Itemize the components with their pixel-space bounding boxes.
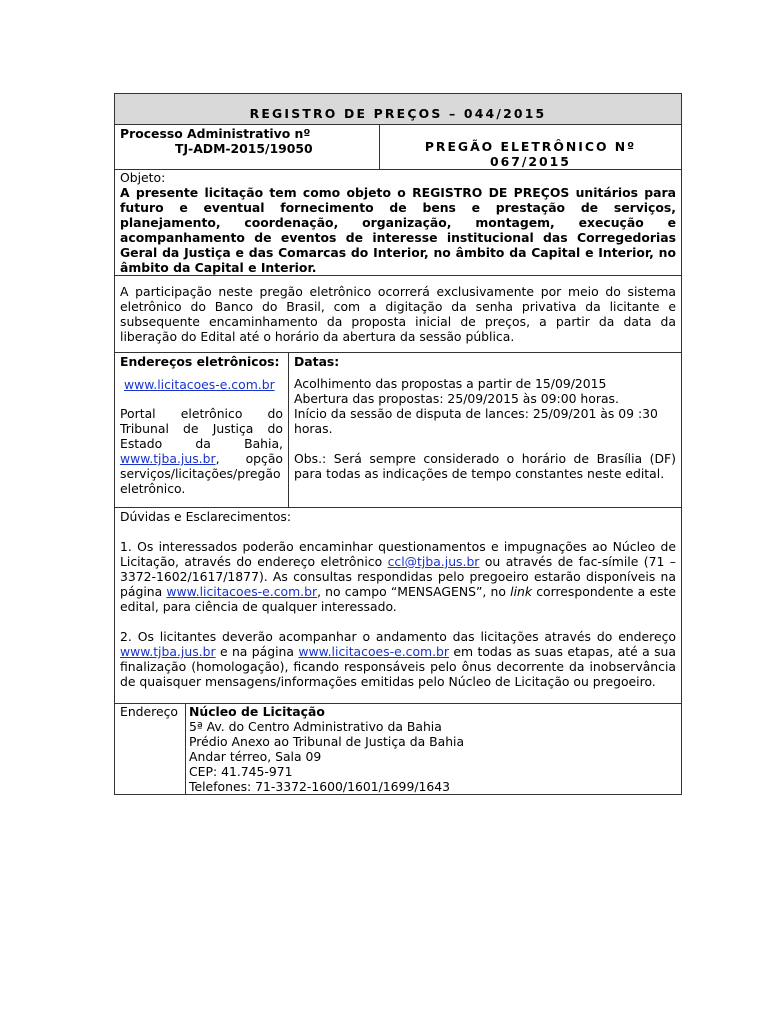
datas-label: Datas: xyxy=(294,354,340,369)
endereco-line: 5ª Av. do Centro Administrativo da Bahia xyxy=(189,719,442,734)
endereco-label-cell xyxy=(115,704,186,794)
p2-text-a: 2. Os licitantes deverão acompanhar o andamento das licitações através do endereço xyxy=(120,629,676,644)
datas-acolhimento: Acolhimento das propostas a partir de 15/09/2015 xyxy=(294,376,607,391)
document-title: REGISTRO DE PREÇOS – 044/2015 xyxy=(249,105,547,121)
tjba-link-2[interactable]: www.tjba.jus.br xyxy=(120,644,216,659)
processo-cell xyxy=(115,125,380,169)
link-word: link xyxy=(510,584,533,599)
p1-text-a: 1. Os interessados poderão encaminhar questionamentos e impugnações ao Núcleo de Licitação, através do endereço eletrônico xyxy=(120,539,676,569)
p2-text-c: em todas as suas etapas, até a sua finalização (homologação), ficando responsáveis pelo ônus decorrente da inobservância de quaisquer mensagens/informações emitidas pelo Núcleo de Licitação ou pregoeiro. xyxy=(120,644,676,689)
enderecos-datas-row xyxy=(114,353,682,508)
portal-tail: , opção serviços/licitações/pregão eletrônico. xyxy=(120,451,283,496)
email-link[interactable]: ccl@tjba.jus.br xyxy=(387,554,480,569)
datas-inicio-disputa: Início da sessão de disputa de lances: 25/09/201 às 09 :30 horas. xyxy=(294,406,658,436)
p2-text-b: e na página xyxy=(215,644,299,659)
duvidas-paragraph-2 xyxy=(120,629,676,689)
licitacoes-link-2[interactable]: www.licitacoes-e.com.br xyxy=(166,584,318,599)
p1-text-d: correspondente a este edital, para ciência de qualquer interessado. xyxy=(120,584,676,614)
endereco-cep: CEP: 41.745-971 xyxy=(189,764,293,779)
endereco-telefones: Telefones: 71-3372-1600/1601/1699/1643 xyxy=(189,779,451,794)
objeto-text: A presente licitação tem como objeto o REGISTRO DE PREÇOS unitários para futuro e eventual fornecimento de bens e prestação de serviços, planejamento, coordenação, organização, montagem, execução e acompanhamento de eventos de interesse institucional das Corregedorias Geral da Justiça e das Comarcas do Interior, no âmbito da Capital e Interior, no âmbito da Capital e Interior. xyxy=(120,185,676,275)
p1-text-c: , no campo “MENSAGENS”, no xyxy=(317,584,511,599)
datas-cell xyxy=(289,353,681,507)
licitacoes-link[interactable]: www.licitacoes-e.com.br xyxy=(124,377,275,392)
endereco-name: Núcleo de Licitação xyxy=(189,704,325,719)
licitacoes-link-3[interactable]: www.licitacoes-e.com.br xyxy=(298,644,450,659)
endereco-details-cell xyxy=(186,704,681,794)
objeto-row xyxy=(114,170,682,276)
edital-summary-table xyxy=(114,93,682,795)
processo-row xyxy=(114,125,682,170)
datas-abertura: Abertura das propostas: 25/09/2015 às 09:00 horas. xyxy=(294,391,619,406)
title-row xyxy=(114,93,682,125)
datas-obs: Obs.: Será sempre considerado o horário de Brasília (DF) para todas as indicações de tempo constantes neste edital. xyxy=(294,451,676,481)
processo-label: Processo Administrativo nº xyxy=(120,126,311,141)
enderecos-cell xyxy=(115,353,289,507)
participacao-row xyxy=(114,276,682,353)
enderecos-label: Endereços eletrônicos: xyxy=(120,354,280,369)
duvidas-paragraph-1 xyxy=(120,539,676,614)
pregao-line2: 067/2015 xyxy=(490,154,571,169)
pregao-line1: PREGÃO ELETRÔNICO Nº xyxy=(424,139,637,154)
tjba-link[interactable]: www.tjba.jus.br xyxy=(120,451,216,466)
objeto-label: Objeto: xyxy=(120,170,166,185)
endereco-line: Prédio Anexo ao Tribunal de Justiça da Bahia xyxy=(189,734,465,749)
p1-text-b: ou através de fac-símile (71 – 3372-1602/1617/1877). As consultas respondidas pelo pregoeiro estarão disponíveis na página xyxy=(120,554,676,599)
duvidas-row xyxy=(114,508,682,704)
processo-number: TJ-ADM-2015/19050 xyxy=(175,141,313,156)
endereco-label: Endereço xyxy=(120,704,179,719)
portal-description: Portal eletrônico do Tribunal de Justiça do Estado da Bahia, xyxy=(120,406,283,451)
endereco-row xyxy=(114,704,682,795)
endereco-line: Andar térreo, Sala 09 xyxy=(189,749,322,764)
participacao-text: A participação neste pregão eletrônico ocorrerá exclusivamente por meio do sistema eletrônico do Banco do Brasil, com a digitação da senha privativa da licitante e subsequente encaminhamento da proposta inicial de preços, a partir da data da liberação do Edital até o horário da abertura da sessão pública. xyxy=(120,284,676,344)
portal-text xyxy=(120,406,283,496)
duvidas-label: Dúvidas e Esclarecimentos: xyxy=(120,509,292,524)
pregao-cell xyxy=(380,125,681,169)
